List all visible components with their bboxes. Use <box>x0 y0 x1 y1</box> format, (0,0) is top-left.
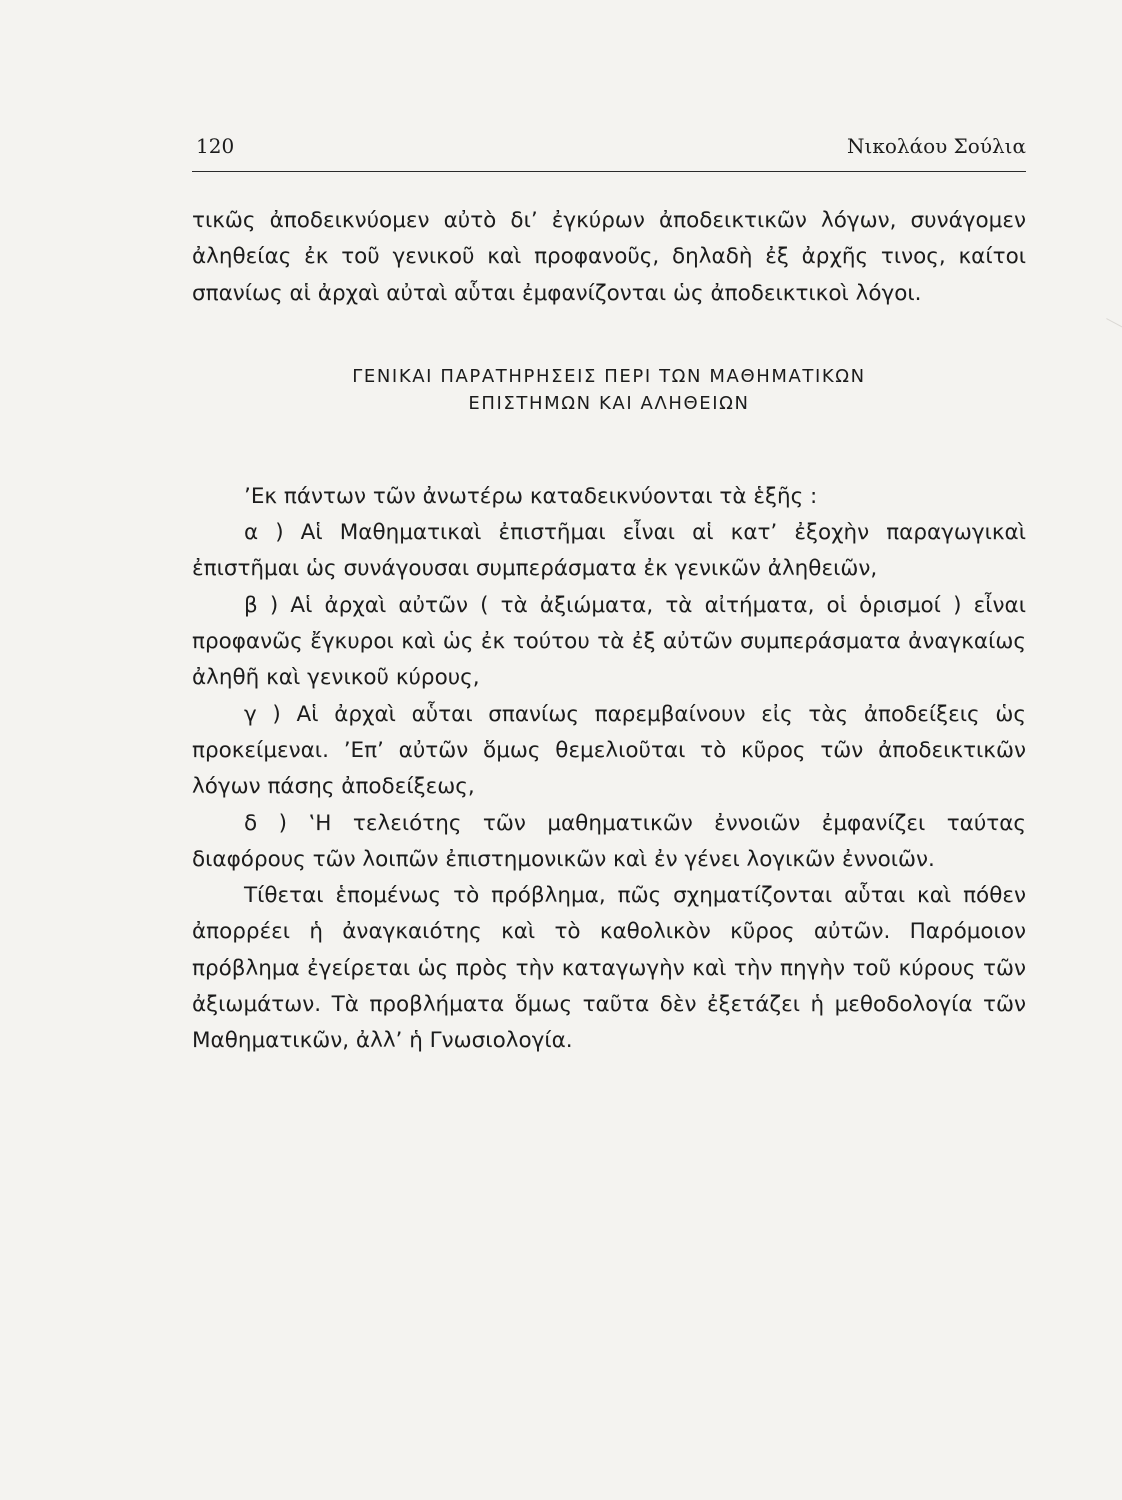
margin-mark <box>1087 318 1122 363</box>
point-delta: δ ) ‛Η τελειότης τῶν μαθηματικῶν ἐννοιῶν ἐμφανίζει ταύτας διαφόρους τῶν λοιπῶν ἐπιστημονικῶν καὶ ἐν γένει λογικῶν ἐννοιῶν. <box>192 810 1026 872</box>
point-beta: β ) Αἱ ἀρχαὶ αὐτῶν ( τὰ ἀξιώματα, τὰ αἰτήματα, οἱ ὁρισμοί ) εἶναι προφανῶς ἔγκυροι καὶ ὡς ἐκ τούτου τὰ ἐξ αὐτῶν συμπεράσματα ἀναγκαίως ἀληθῆ καὶ γενικοῦ κύρους, <box>192 592 1026 691</box>
page-number: 120 <box>196 134 235 158</box>
point-gamma: γ ) Αἱ ἀρχαὶ αὗται σπανίως παρεμβαίνουν εἰς τὰς ἀποδείξεις ὡς προκείμεναι. ’Επ’ αὐτῶν ὅμως θεμελιοῦται τὸ κῦρος τῶν ἀποδεικτικῶν λόγων πάσης ἀποδείξεως, <box>192 701 1026 800</box>
header-rule <box>192 171 1026 172</box>
page-header <box>196 134 1026 168</box>
body-text <box>192 203 1026 1060</box>
running-head: Νικολάου Σούλια <box>847 134 1026 158</box>
intro-paragraph: τικῶς ἀποδεικνύομεν αὐτὸ δι’ ἐγκύρων ἀποδεικτικῶν λόγων, συνάγομεν ἀληθείας ἐκ τοῦ γενικοῦ καὶ προφανοῦς, δηλαδὴ ἐξ ἀρχῆς τινος, καίτοι σπανίως αἱ ἀρχαὶ αὐταὶ αὗται ἐμφανίζονται ὡς ἀποδεικτικοὶ λόγοι. <box>192 208 1026 306</box>
section-heading <box>192 363 1026 417</box>
section-heading-line-2: ΕΠΙΣΤΗΜΩΝ ΚΑΙ ΑΛΗΘΕΙΩΝ <box>468 392 750 414</box>
section-heading-line-1: ΓΕΝΙΚΑΙ ΠΑΡΑΤΗΡΗΣΕΙΣ ΠΕΡΙ ΤΩΝ ΜΑΘΗΜΑΤΙΚΩΝ <box>352 365 866 387</box>
closing-paragraph: Τίθεται ἑπομένως τὸ πρόβλημα, πῶς σχηματίζονται αὗται καὶ πόθεν ἀπορρέει ἡ ἀναγκαιότης καὶ τὸ καθολικὸν κῦρος αὐτῶν. Παρόμοιον πρόβλημα ἐγείρεται ὡς πρὸς τὴν καταγωγὴν καὶ τὴν πηγὴν τοῦ κύρους τῶν ἀξιωμάτων. Τὰ προβλήματα ὅμως ταῦτα δὲν ἐξετάζει ἡ μεθοδολογία τῶν Μαθηματικῶν, ἀλλ’ ἡ Γνωσιολογία. <box>192 883 1026 1054</box>
point-alpha: α ) Αἱ Μαθηματικαὶ ἐπιστῆμαι εἶναι αἱ κατ’ ἐξοχὴν παραγωγικαὶ ἐπιστῆμαι ὡς συνάγουσαι συμπεράσματα ἐκ γενικῶν ἀληθειῶν, <box>192 520 1026 582</box>
lead-in-sentence: ’Εκ πάντων τῶν ἀνωτέρω καταδεικνύονται τὰ ἑξῆς : <box>244 483 818 509</box>
